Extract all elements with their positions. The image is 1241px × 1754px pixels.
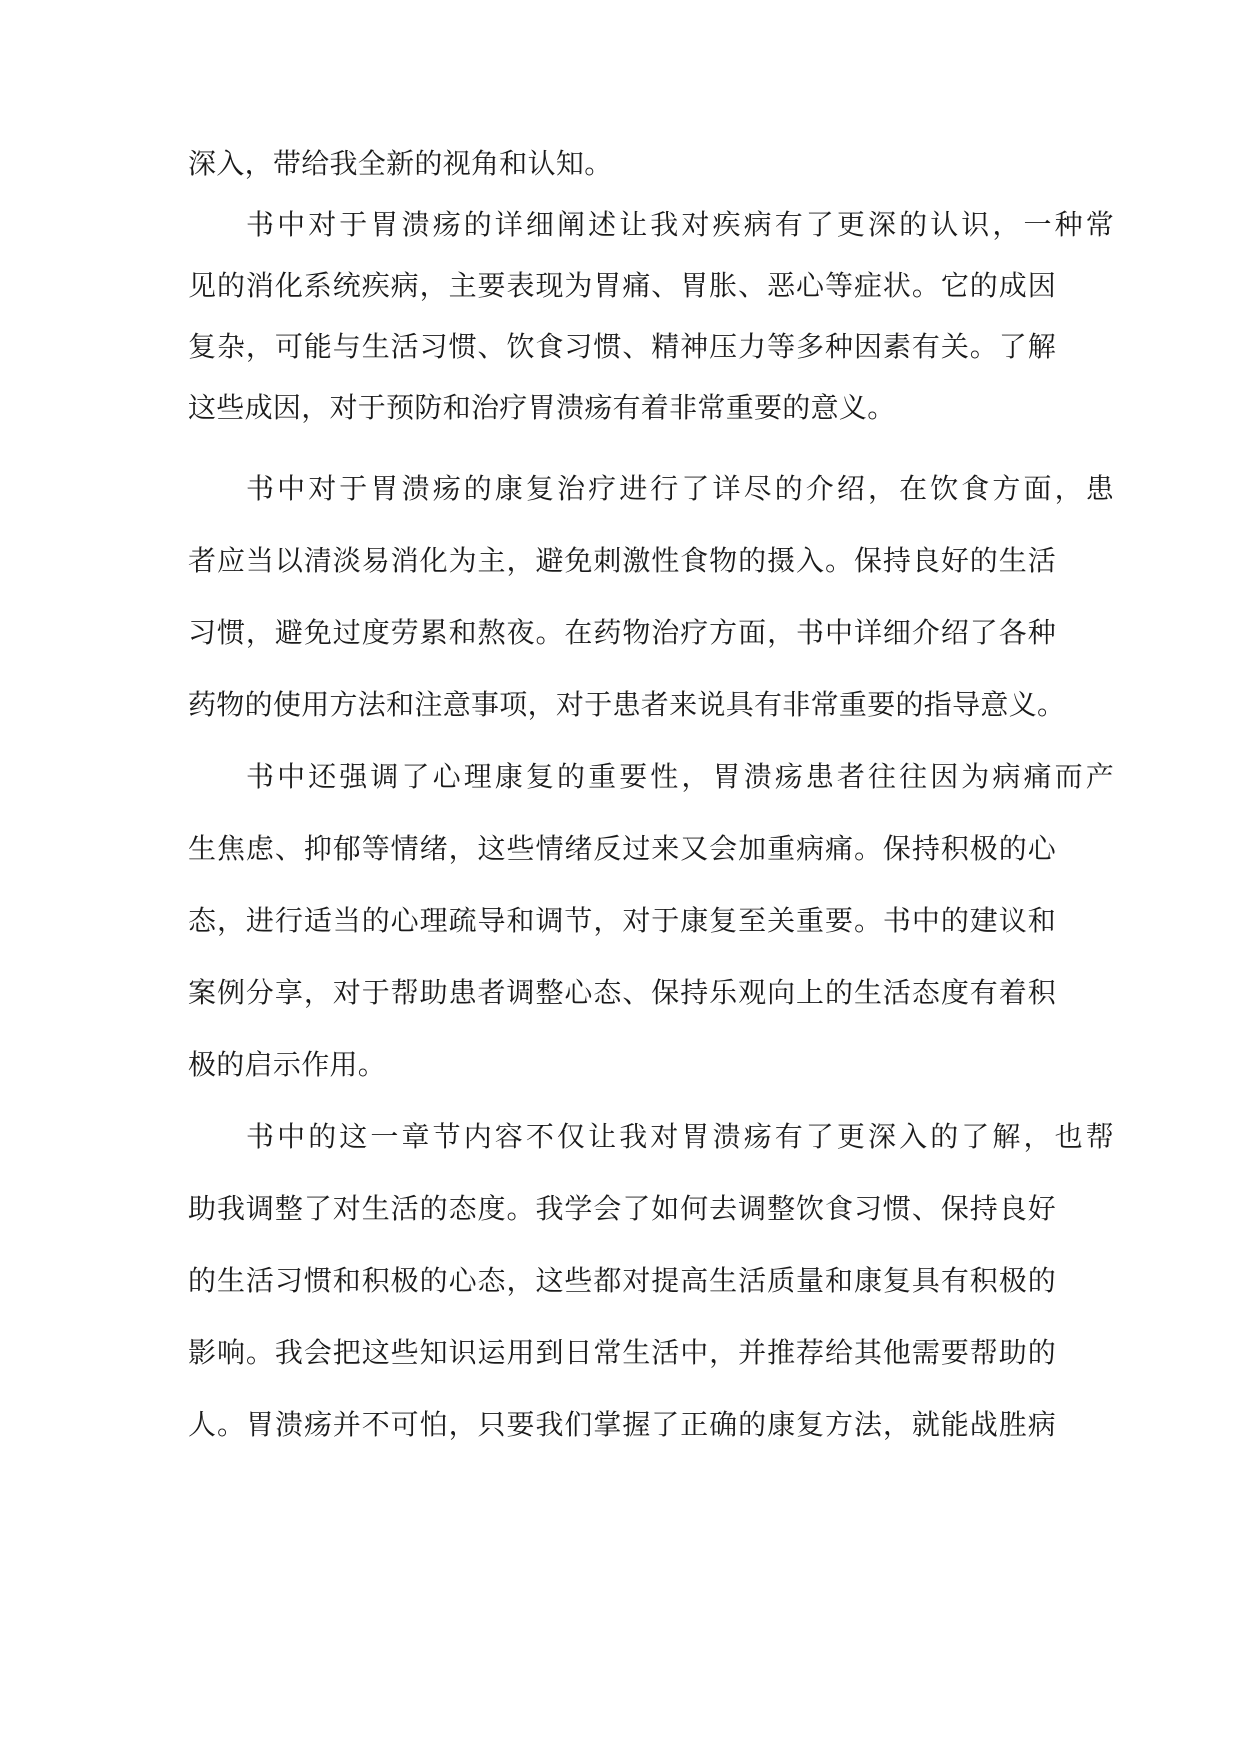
text-line: 书中的这一章节内容不仅让我对胃溃疡有了更深入的了解，也帮 xyxy=(246,1120,1114,1153)
text-line: 态，进行适当的心理疏导和调节，对于康复至关重要。书中的建议和 xyxy=(188,904,1056,937)
text-line: 复杂，可能与生活习惯、饮食习惯、精神压力等多种因素有关。了解 xyxy=(188,330,1056,363)
text-line: 这些成因，对于预防和治疗胃溃疡有着非常重要的意义。 xyxy=(188,391,896,424)
text-line: 极的启示作用。 xyxy=(188,1048,387,1081)
text-line: 深入，带给我全新的视角和认知。 xyxy=(188,147,613,180)
text-line: 案例分享，对于帮助患者调整心态、保持乐观向上的生活态度有着积 xyxy=(188,976,1056,1009)
text-line: 的生活习惯和积极的心态，这些都对提高生活质量和康复具有积极的 xyxy=(188,1264,1056,1297)
text-line: 书中对于胃溃疡的康复治疗进行了详尽的介绍，在饮食方面，患 xyxy=(246,472,1114,505)
text-line: 者应当以清淡易消化为主，避免刺激性食物的摄入。保持良好的生活 xyxy=(188,544,1056,577)
text-line: 药物的使用方法和注意事项，对于患者来说具有非常重要的指导意义。 xyxy=(188,688,1066,721)
text-line: 习惯，避免过度劳累和熬夜。在药物治疗方面，书中详细介绍了各种 xyxy=(188,616,1056,649)
text-line: 人。胃溃疡并不可怕，只要我们掌握了正确的康复方法，就能战胜病 xyxy=(188,1408,1056,1441)
text-line: 生焦虑、抑郁等情绪，这些情绪反过来又会加重病痛。保持积极的心 xyxy=(188,832,1056,865)
text-line: 见的消化系统疾病，主要表现为胃痛、胃胀、恶心等症状。它的成因 xyxy=(188,269,1056,302)
text-line: 助我调整了对生活的态度。我学会了如何去调整饮食习惯、保持良好 xyxy=(188,1192,1056,1225)
text-line: 影响。我会把这些知识运用到日常生活中，并推荐给其他需要帮助的 xyxy=(188,1336,1056,1369)
text-line: 书中还强调了心理康复的重要性，胃溃疡患者往往因为病痛而产 xyxy=(246,760,1114,793)
text-line: 书中对于胃溃疡的详细阐述让我对疾病有了更深的认识，一种常 xyxy=(246,208,1114,241)
